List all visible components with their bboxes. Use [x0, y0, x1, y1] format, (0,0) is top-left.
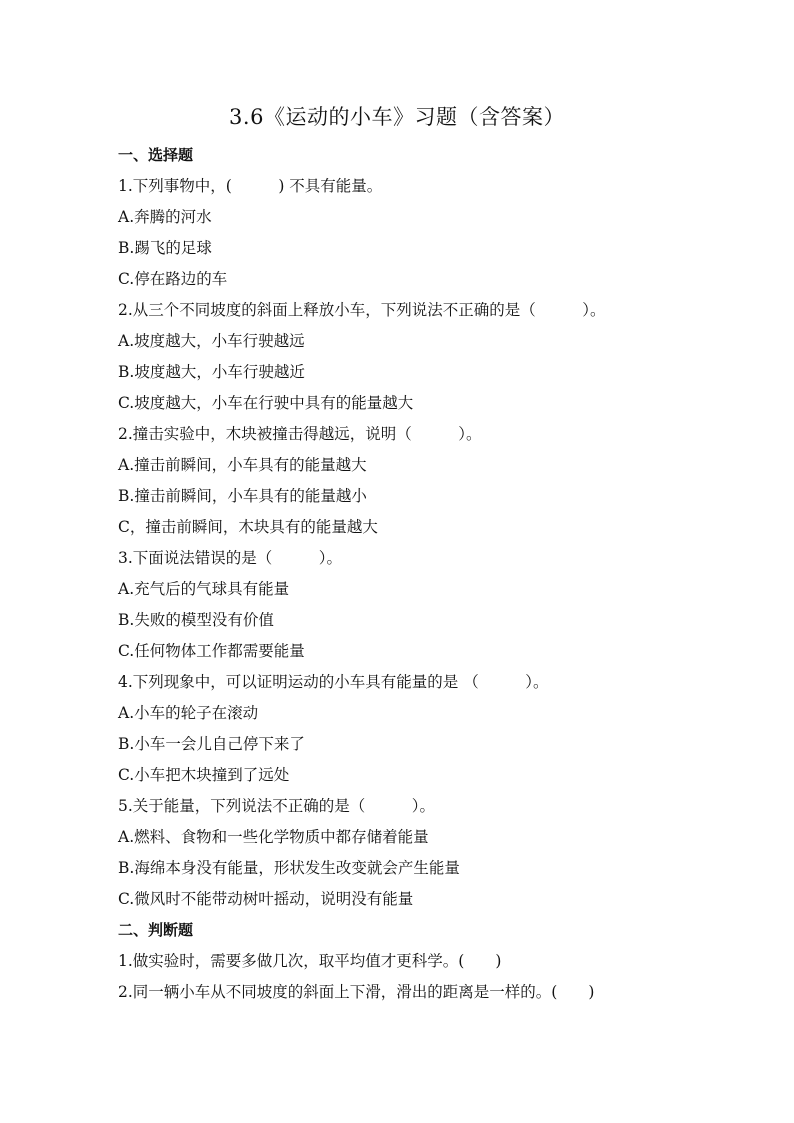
question-2b-option-a: A.撞击前瞬间，小车具有的能量越大 [118, 456, 367, 474]
judgment-1: 1.做实验时，需要多做几次，取平均值才更科学。( ) [118, 952, 502, 970]
question-5-option-c: C.微风时不能带动树叶摇动，说明没有能量 [118, 890, 414, 908]
question-1-option-b: B.踢飞的足球 [118, 239, 212, 257]
question-5-option-a: A.燃料、食物和一些化学物质中都存储着能量 [118, 828, 429, 846]
question-4: 4.下列现象中，可以证明运动的小车具有能量的是 （ ）。 [118, 673, 549, 691]
question-3-option-c: C.任何物体工作都需要能量 [118, 642, 305, 660]
question-4-option-b: B.小车一会儿自己停下来了 [118, 735, 305, 753]
question-1-option-c: C.停在路边的车 [118, 270, 228, 288]
question-2-option-a: A.坡度越大，小车行驶越远 [118, 332, 305, 350]
question-2b: 2.撞击实验中，木块被撞击得越远，说明（ ）。 [118, 425, 482, 443]
question-2-option-b: B.坡度越大，小车行驶越近 [118, 363, 305, 381]
question-2b-option-c: C，撞击前瞬间，木块具有的能量越大 [118, 518, 378, 536]
question-2b-option-b: B.撞击前瞬间，小车具有的能量越小 [118, 487, 367, 505]
document-title: 3.6《运动的小车》习题（含答案） [229, 105, 565, 129]
question-5: 5.关于能量，下列说法不正确的是（ ）。 [118, 797, 436, 815]
question-3-option-b: B.失败的模型没有价值 [118, 611, 274, 629]
question-1-option-a: A.奔腾的河水 [118, 208, 212, 226]
question-4-option-a: A.小车的轮子在滚动 [118, 704, 259, 722]
section-heading-choice: 一、选择题 [118, 146, 194, 164]
question-5-option-b: B.海绵本身没有能量，形状发生改变就会产生能量 [118, 859, 460, 877]
question-2-option-c: C.坡度越大，小车在行驶中具有的能量越大 [118, 394, 414, 412]
question-3: 3.下面说法错误的是（ ）。 [118, 549, 343, 567]
section-heading-judgment: 二、判断题 [118, 921, 194, 939]
judgment-2: 2.同一辆小车从不同坡度的斜面上下滑，滑出的距离是一样的。( ) [118, 983, 595, 1001]
question-3-option-a: A.充气后的气球具有能量 [118, 580, 290, 598]
question-1: 1.下列事物中，( ) 不具有能量。 [118, 177, 383, 195]
question-4-option-c: C.小车把木块撞到了远处 [118, 766, 290, 784]
document-body [118, 140, 718, 1008]
question-2: 2.从三个不同坡度的斜面上释放小车，下列说法不正确的是（ ）。 [118, 301, 606, 319]
